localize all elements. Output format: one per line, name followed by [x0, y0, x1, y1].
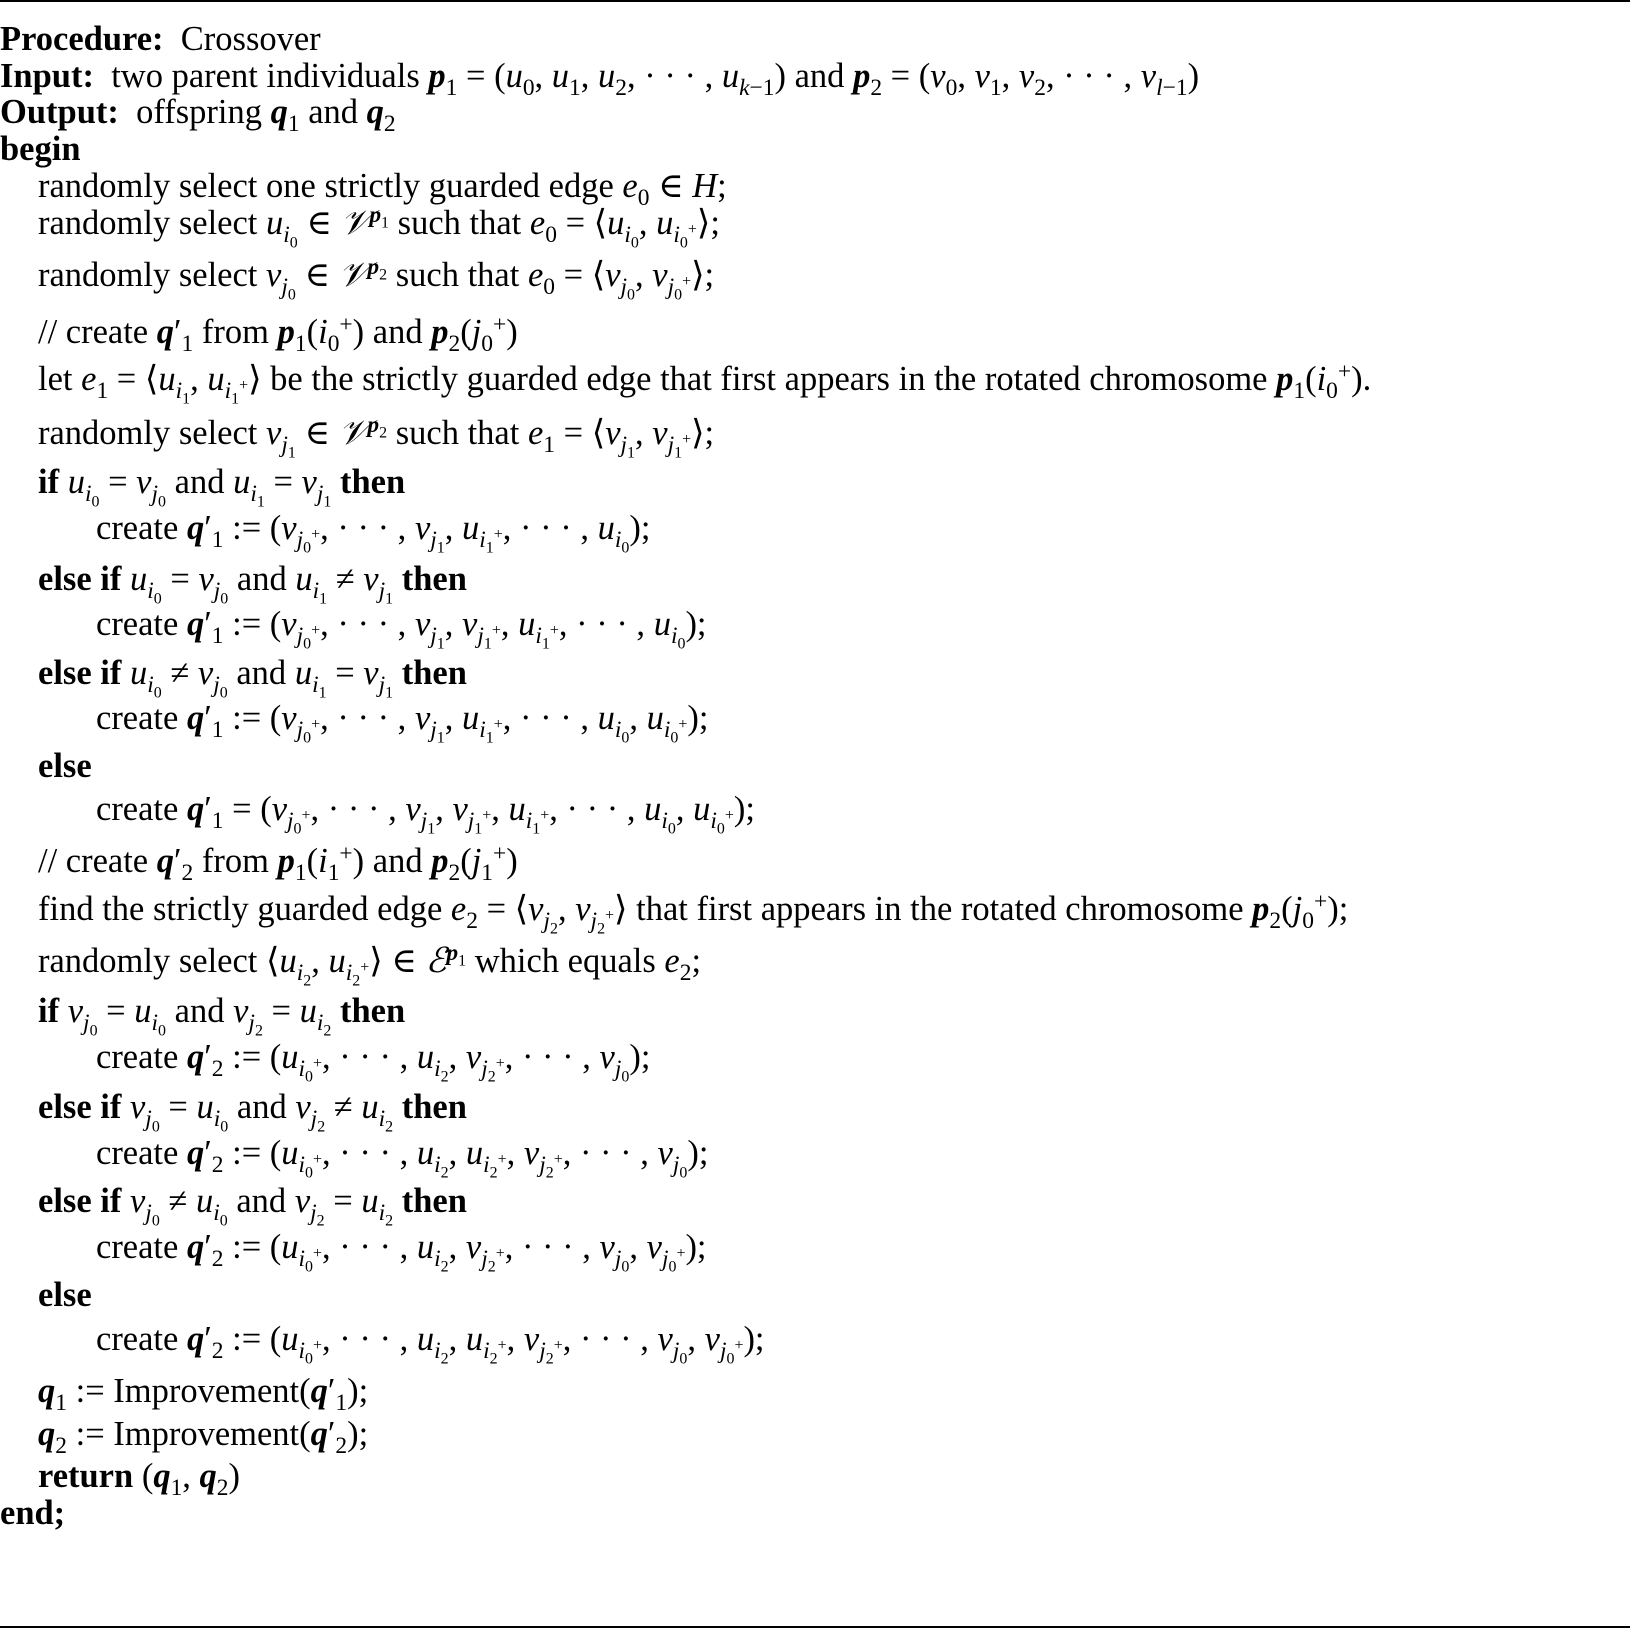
comment-create-q2: // create $q'_2$ from $p_1(i_1^+)$ and $p_2(j_1^+)$: [38, 840, 518, 887]
create-q1-case2: create $q'_1$ := ($v_{j_0^+}$, · · · , $v_{j_1}$, $v_{j_1^+}$, $u_{i_1^+}$, · · · , $u_{i_0}$);: [96, 605, 707, 653]
step-select-u: randomly select $u_{i_0}$ ∈ 𝒱$^{p_1}$ such that $e_0$ = $⟨u_{i_0}$, $u_{i_0^+}⟩$;: [38, 202, 720, 252]
step-find-e2: find the strictly guarded edge $e_2$ = $⟨v_{j_2}$, $v_{j_2^+}⟩$ that first appears in the rotated chromosome $p_2(j_0^+)$;: [38, 888, 1349, 938]
if-q1-case1: if $u_{i_0} = v_{j_0}$ and $u_{i_1} = v_{j_1}$ then: [38, 463, 406, 511]
else-if-q2-case3: else if $v_{j_0} \ne u_{i_0}$ and $v_{j_2} = u_{i_2}$ then: [38, 1182, 467, 1230]
output-line: Output: offspring $q_1$ and $q_2$: [0, 93, 396, 138]
create-q2-case4: create $q'_2$ := ($u_{i_0^+}$, · · · , $u_{i_2}$, $u_{i_2^+}$, $v_{j_2^+}$, · · · , $v_{j_0}$, $v_{j_0^+}$);: [96, 1320, 765, 1368]
step-select-v: randomly select $v_{j_0}$ ∈ 𝒱$^{p_2}$ such that $e_0$ = $⟨v_{j_0}$, $v_{j_0^+}⟩$;: [38, 254, 715, 304]
create-q1-case1: create $q'_1$ := ($v_{j_0^+}$, · · · , $v_{j_1}$, $u_{i_1^+}$, · · · , $u_{i_0}$);: [96, 509, 651, 557]
procedure-name: Crossover: [180, 20, 321, 58]
step-let-e1: let $e_1$ = $⟨u_{i_1}$, $u_{i_1^+}⟩$ be the strictly guarded edge that first appears in the rotated chromosome $p_1(i_0^+)$.: [38, 358, 1372, 408]
input-label: Input:: [0, 57, 94, 95]
bottom-rule: [0, 1626, 1630, 1628]
create-q2-case1: create $q'_2$ := ($u_{i_0^+}$, · · · , $u_{i_2}$, $v_{j_2^+}$, · · · , $v_{j_0}$);: [96, 1038, 651, 1086]
create-q2-case3: create $q'_2$ := ($u_{i_0^+}$, · · · , $u_{i_2}$, $v_{j_2^+}$, · · · , $v_{j_0}$, $v_{j_0^+}$);: [96, 1228, 707, 1276]
create-q2-case2: create $q'_2$ := ($u_{i_0^+}$, · · · , $u_{i_2}$, $u_{i_2^+}$, $v_{j_2^+}$, · · · , $v_{j_0}$);: [96, 1134, 709, 1182]
comment-create-q1: // create $q'_1$ from $p_1(i_0^+)$ and $p_2(j_0^+)$: [38, 311, 518, 358]
output-label: Output:: [0, 93, 119, 131]
procedure-line: [0, 19, 321, 59]
if-q2-case1: if $v_{j_0} = u_{i_0}$ and $v_{j_2} = u_{i_2}$ then: [38, 992, 406, 1040]
return-line: return ($q_1$, $q_2$): [38, 1457, 241, 1502]
else-q1: else: [38, 747, 92, 785]
procedure-label: Procedure:: [0, 20, 164, 58]
step-select-edge: randomly select one strictly guarded edge $e_0$ ∈ H;: [38, 167, 727, 212]
else-if-q1-case2: else if $u_{i_0} = v_{j_0}$ and $u_{i_1} \ne v_{j_1}$ then: [38, 560, 467, 608]
else-q2: else: [38, 1276, 92, 1314]
step-improve-q2: $q_2$ := $Improvement(q'_2)$;: [38, 1415, 369, 1460]
step-select-vj1: randomly select $v_{j_1}$ ∈ 𝒱$^{p_2}$ such that $e_1$ = $⟨v_{j_1}$, $v_{j_1^+}⟩$;: [38, 412, 715, 462]
step-select-ui2: randomly select $⟨u_{i_2}$, $u_{i_2^+}⟩$ ∈ ℰ$^{p_1}$ which equals $e_2$;: [38, 940, 702, 990]
else-if-q2-case2: else if $v_{j_0} = u_{i_0}$ and $v_{j_2} \ne u_{i_2}$ then: [38, 1088, 467, 1136]
else-if-q1-case3: else if $u_{i_0} \ne v_{j_0}$ and $u_{i_1} = v_{j_1}$ then: [38, 654, 467, 702]
begin-keyword: begin: [0, 130, 81, 168]
step-improve-q1: $q_1$ := $Improvement(q'_1)$;: [38, 1372, 369, 1417]
create-q1-case3: create $q'_1$ := ($v_{j_0^+}$, · · · , $v_{j_1}$, $u_{i_1^+}$, · · · , $u_{i_0}$, $u_{i_0^+}$);: [96, 699, 709, 747]
end-keyword: end;: [0, 1494, 66, 1532]
top-rule: [0, 0, 1630, 2]
input-line: Input: two parent individuals $p_1 = (u_0$, $u_1$, $u_2$, · · · , $u_{k-1}$) and $p_2 = (v_0$, $v_1$, $v_2$, · · · , $v_{l-1}$): [0, 57, 1200, 102]
create-q1-case4: create $q'_1 = (v_{j_0^+}$, · · · , $v_{j_1}$, $v_{j_1^+}$, $u_{i_1^+}$, · · · , $u_{i_0}$, $u_{i_0^+}$);: [96, 790, 755, 838]
